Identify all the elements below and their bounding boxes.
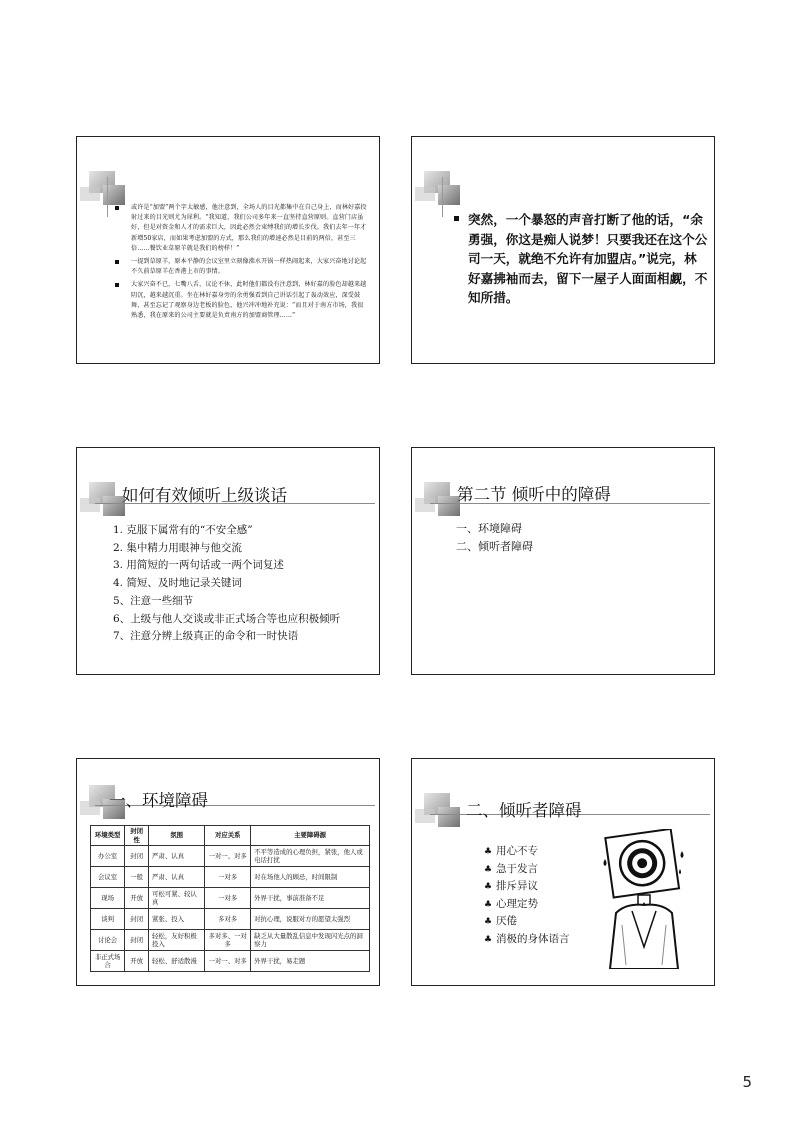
list-item: ♣ 心理定势	[484, 896, 570, 914]
list-item: ♣ 急于发言	[484, 861, 570, 879]
table-cell: 对在场他人的顾忌，时间限制	[251, 867, 370, 888]
column-header: 环境类型	[91, 826, 125, 846]
table-cell: 多对多、一对多	[205, 930, 251, 951]
table-cell: 讨论会	[91, 930, 125, 951]
slide-title: 一、环境障碍	[109, 791, 208, 810]
page-number: 5	[742, 1073, 752, 1091]
list-item: 一、环境障碍	[456, 522, 522, 535]
table-cell: 谈判	[91, 909, 125, 930]
column-header: 主要障碍源	[251, 826, 370, 846]
bullet-list	[454, 210, 708, 308]
table-cell: 封闭	[125, 846, 149, 867]
table-row	[91, 951, 370, 972]
table-cell: 外界干扰，事前准备不足	[251, 888, 370, 909]
list-item: 4. 简短、及时地记录关键词	[113, 577, 242, 590]
list-item: 3. 用简短的一两句话或一两个词复述	[113, 559, 284, 572]
list-item: 一提到草原羊，原本平静的会议室里立刻像沸水开锅一样热闹起来，大家兴奋地讨论起不久前草原羊在香港上市的事情。	[115, 257, 369, 277]
slide-5	[76, 758, 380, 986]
decorative-squares-icon	[412, 137, 472, 197]
list-item: 二、倾听者障碍	[456, 540, 533, 553]
table-cell: 一对多	[205, 888, 251, 909]
slide-6	[411, 758, 715, 986]
table-cell: 办公室	[91, 846, 125, 867]
slide-title: 第二节 倾听中的障碍	[457, 485, 611, 504]
club-bullet-icon: ♣	[484, 847, 493, 857]
slide-1	[76, 136, 380, 364]
list-item: ♣ 用心不专	[484, 843, 570, 861]
table-cell: 封闭	[125, 930, 149, 951]
table-cell: 一对一、对多	[205, 951, 251, 972]
section-list	[456, 520, 533, 556]
table-cell: 封闭	[125, 909, 149, 930]
list-item: 7、注意分辨上级真正的命令和一时快语	[113, 630, 299, 643]
table-cell: 轻松、舒适散漫	[149, 951, 205, 972]
club-bullet-icon: ♣	[484, 934, 493, 945]
table-cell: 外界干扰，易走题	[251, 951, 370, 972]
column-header: 氛围	[149, 826, 205, 846]
list-item: 2. 集中精力用眼神与他交流	[113, 541, 242, 554]
table-cell: 严肃、认真	[149, 846, 205, 867]
bullet-list	[115, 203, 369, 324]
club-bullet-icon: ♣	[484, 864, 493, 875]
table-cell: 开放	[125, 951, 149, 972]
slide-4	[411, 447, 715, 675]
table-cell: 开放	[125, 888, 149, 909]
table-header-row	[91, 826, 370, 846]
table-cell: 对抗心理，说服对方的愿望太强烈	[251, 909, 370, 930]
list-item: 6、上级与他人交谈或非正式场合等也应积极倾听	[113, 612, 341, 625]
table-cell: 不平等造成的心理负担，紧张，他人或电话打扰	[251, 846, 370, 867]
list-item: ♣ 消极的身体语言	[484, 931, 570, 949]
bullet-list	[484, 843, 570, 948]
table-row	[91, 930, 370, 951]
slide-title: 二、倾听者障碍	[466, 801, 582, 820]
decorative-squares-icon	[77, 137, 137, 197]
decorative-squares-icon	[412, 759, 472, 819]
slide-title: 如何有效倾听上级谈话	[122, 486, 287, 505]
slide-2	[411, 136, 715, 364]
numbered-list	[113, 522, 340, 646]
list-item: ♣ 厌倦	[484, 913, 570, 931]
club-bullet-icon: ♣	[484, 917, 493, 927]
table-row	[91, 909, 370, 930]
table-cell: 会议室	[91, 867, 125, 888]
table-cell: 严肃、认真	[149, 867, 205, 888]
table-cell: 非正式场合	[91, 951, 125, 972]
list-item: 1. 克服下属常有的“不安全感”	[113, 524, 253, 536]
table-row	[91, 867, 370, 888]
list-item: 突然，一个暴怒的声音打断了他的话，“余勇强，你这是痴人说梦！只要我还在这个公司一天，就绝不允许有加盟店。”说完，林好嘉拂袖而去，留下一屋子人面面相觑，不知所措。	[454, 210, 708, 308]
table-cell: 可松可紧、较认真	[149, 888, 205, 909]
club-bullet-icon: ♣	[484, 899, 493, 910]
table-row	[91, 888, 370, 909]
table-cell: 一对一、对多	[205, 846, 251, 867]
list-item: ♣ 排斥异议	[484, 878, 570, 896]
list-item: 5、注意一些细节	[113, 594, 194, 607]
table-row	[91, 846, 370, 867]
table-cell: 现场	[91, 888, 125, 909]
list-item: 大家兴奋不已，七嘴八舌，议论不休，此时他们都没有注意到，林好嘉的脸色却越来越阴沉，越来越沉重。坐在林好嘉身旁的余勇强看到自己讲话引起了轰动效应，深受鼓舞，甚至忘记了观察身边老板的脸色，他兴冲冲地补充说：“而且对于南方市场，我很熟悉，我在原来的公司主要就是负责南方的加盟商管理……”	[115, 280, 369, 321]
table-cell: 一对多	[205, 867, 251, 888]
list-item: 或许是“加盟”两个字太敏感，他注意到，全场人的目光都集中在自己身上，而林好嘉投射过来的目光则尤为犀利。“我知道，我们公司多年来一直坚持直营原则。直营门店虽好，但是对资金和人才的需求巨大，因此必然会束缚我们的增长步伐。我们去年一年才新增50家店，而如果考虑加盟的方式，那么我们的增速必然是目前的两倍，甚至三倍……餐饮业草原羊就是我们的榜样！”	[115, 203, 369, 254]
column-header: 对应关系	[205, 826, 251, 846]
table-cell: 轻松，友好积极投入	[149, 930, 205, 951]
slide-3	[76, 447, 380, 675]
target-head-figure-icon	[602, 829, 686, 969]
table-cell: 多对多	[205, 909, 251, 930]
table-cell: 一般	[125, 867, 149, 888]
club-bullet-icon: ♣	[484, 882, 493, 892]
environment-barriers-table	[90, 825, 370, 972]
table-cell: 紧张、投入	[149, 909, 205, 930]
table-cell: 缺乏从大量散乱信息中发现闪光点的洞察力	[251, 930, 370, 951]
column-header: 封闭性	[125, 826, 149, 846]
